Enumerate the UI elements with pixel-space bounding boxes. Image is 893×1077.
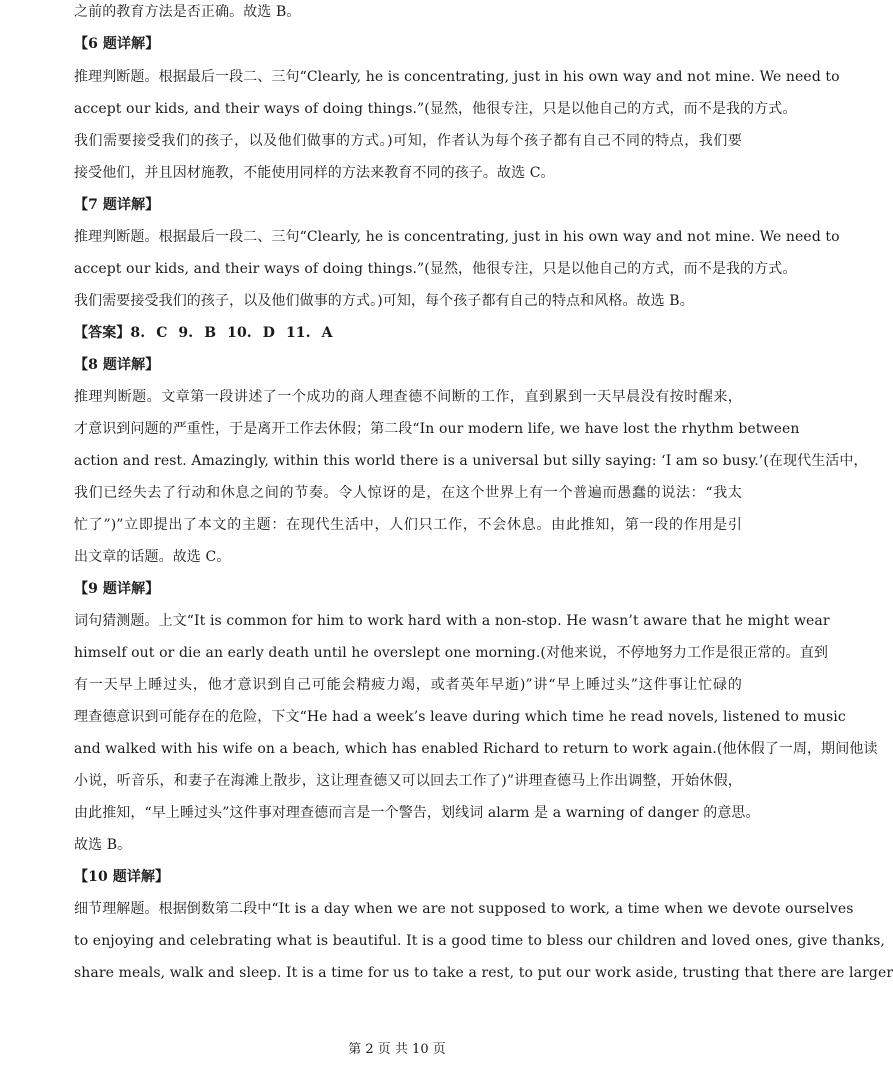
text-line: to enjoying and celebrating what is beautiful. It is a good time to bless our children and loved ones, give thanks,	[74, 933, 885, 949]
text-line: 由此推知，“早上睡过头”这件事对理查德而言是一个警告，划线词 alarm 是 a warning of danger 的意思。	[74, 805, 760, 821]
text-line: 推理判断题。根据最后一段二、三句“Clearly, he is concentrating, just in his own way and not mine. We need to	[74, 69, 840, 85]
section-heading-q9: 【9 题详解】	[74, 581, 160, 597]
text-line: 出文章的话题。故选 C。	[74, 549, 231, 565]
text-line: 细节理解题。根据倒数第二段中“It is a day when we are not supposed to work, a time when we devote ourselves	[74, 901, 854, 917]
text-line: 我们需要接受我们的孩子，以及他们做事的方式。)可知，作者认为每个孩子都有自己不同的特点，我们要	[74, 133, 742, 149]
section-heading-q6: 【6 题详解】	[74, 36, 160, 52]
answer-line: 【答案】8. C 9. B 10. D 11. A	[74, 325, 333, 341]
text-line: 才意识到问题的严重性，于是离开工作去休假；第二段“In our modern life, we have lost the rhythm between	[74, 421, 800, 437]
text-line: 有一天早上睡过头，他才意识到自己可能会精疲力竭，或者英年早逝)”讲“早上睡过头”这件事让忙碌的	[74, 677, 742, 693]
text-line: 忙了”)”立即提出了本文的主题：在现代生活中，人们只工作，不会休息。由此推知，第一段的作用是引	[74, 517, 742, 533]
text-line: accept our kids, and their ways of doing things.”(显然，他很专注，只是以他自己的方式，而不是我的方式。	[74, 101, 797, 117]
text-line: 我们需要接受我们的孩子，以及他们做事的方式。)可知，每个孩子都有自己的特点和风格。故选 B。	[74, 293, 694, 309]
text-line: 理查德意识到可能存在的危险，下文“He had a week’s leave during which time he read novels, listened to music	[74, 709, 846, 725]
page-footer: 第 2 页 共 10 页	[348, 1042, 446, 1057]
text-line: 推理判断题。根据最后一段二、三句“Clearly, he is concentrating, just in his own way and not mine. We need to	[74, 229, 840, 245]
text-line: share meals, walk and sleep. It is a time for us to take a rest, to put our work aside, trusting that there are larger	[74, 965, 893, 981]
section-heading-q10: 【10 题详解】	[74, 869, 170, 885]
text-line: and walked with his wife on a beach, which has enabled Richard to return to work again.(他休假了一周，期间他读	[74, 741, 878, 757]
text-line: 小说，听音乐，和妻子在海滩上散步，这让理查德又可以回去工作了)”讲理查德马上作出调整，开始休假，	[74, 773, 742, 789]
text-line: accept our kids, and their ways of doing things.”(显然，他很专注，只是以他自己的方式，而不是我的方式。	[74, 261, 797, 277]
text-line: 推理判断题。文章第一段讲述了一个成功的商人理查德不间断的工作，直到累到一天早晨没有按时醒来，	[74, 389, 742, 405]
text-line: 我们已经失去了行动和休息之间的节奏。令人惊讶的是，在这个世界上有一个普遍而愚蠢的说法：“我太	[74, 485, 742, 501]
text-line: 故选 B。	[74, 837, 132, 853]
text-line: 接受他们，并且因材施教，不能使用同样的方法来教育不同的孩子。故选 C。	[74, 165, 555, 181]
section-heading-q7: 【7 题详解】	[74, 197, 160, 213]
text-line: 之前的教育方法是否正确。故选 B。	[74, 4, 301, 20]
section-heading-q8: 【8 题详解】	[74, 357, 160, 373]
text-line: 词句猜测题。上文“It is common for him to work hard with a non-stop. He wasn’t aware that he might wear	[74, 613, 830, 629]
text-line: action and rest. Amazingly, within this world there is a universal but silly saying: ‘I am so busy.’(在现代生活中，	[74, 453, 868, 469]
text-line: himself out or die an early death until he overslept one morning.(对他来说，不停地努力工作是很正常的。直到	[74, 645, 828, 661]
